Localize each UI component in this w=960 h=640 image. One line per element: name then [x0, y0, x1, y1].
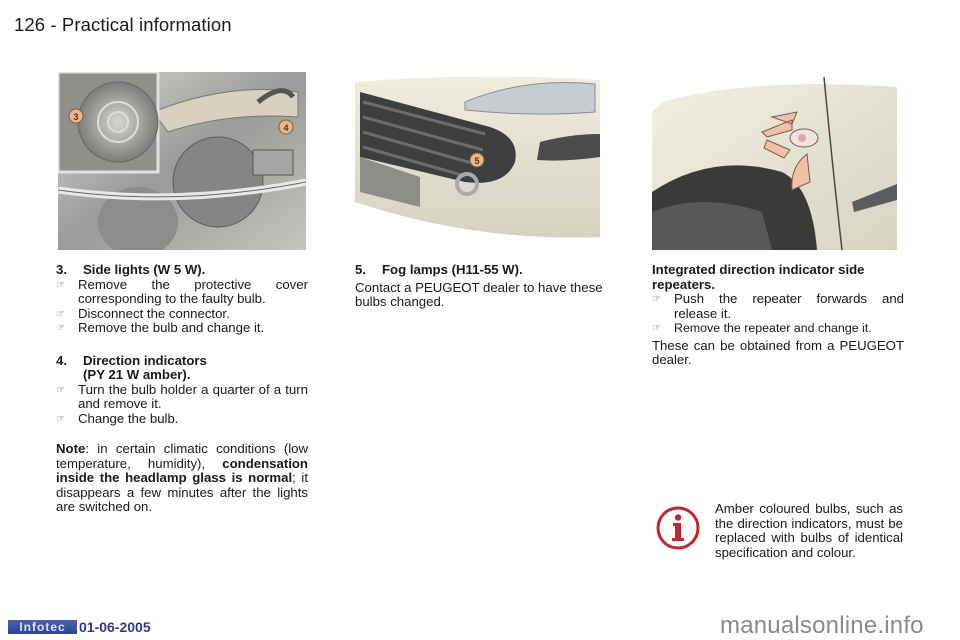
side-repeater-heading: Integrated direction indicator side repeaters. — [652, 262, 865, 292]
pointing-hand-icon: ☞ — [56, 413, 65, 425]
callout-5: 5 — [474, 156, 480, 166]
pointing-hand-icon: ☞ — [56, 323, 65, 334]
dealer-text: These can be obtained from a PEUGEOT dealer. — [652, 337, 904, 367]
footer-date: 01-06-2005 — [79, 619, 151, 635]
section-5-heading: 5. Fog lamps (H11-55 W). — [355, 262, 523, 277]
pointing-hand-icon: ☞ — [652, 323, 661, 334]
amber-bulbs-warning: Amber coloured bulbs, such as the direction indicators, must be replaced with bulbs of identical specification and colour. — [715, 501, 903, 560]
callout-3: 3 — [73, 112, 79, 122]
fog-lamp-text: Contact a PEUGEOT dealer to have these bulbs changed. — [355, 279, 603, 309]
condensation-note: Note: in certain climatic conditions (low temperature, humidity), condensation inside the headlamp glass is normal; it disappears a few minutes after the lights are switched on. — [56, 441, 308, 514]
bullet-change-bulb: ☞ Change the bulb. — [56, 410, 179, 426]
column-right — [652, 263, 904, 368]
section-3-heading: 3. Side lights (W 5 W). — [56, 262, 206, 277]
watermark: manualsonline.info — [720, 612, 924, 639]
fog-lamp-image — [355, 72, 605, 242]
pointing-hand-icon: ☞ — [56, 279, 65, 291]
column-middle — [355, 263, 607, 310]
info-icon — [655, 505, 701, 551]
section-4-heading: 4. Direction indicators (PY 21 W amber). — [56, 352, 207, 382]
infotec-logo: Infotec — [8, 620, 77, 634]
pointing-hand-icon: ☞ — [56, 384, 65, 396]
pointing-hand-icon: ☞ — [56, 308, 65, 320]
bullet-remove-bulb: ☞ Remove the bulb and change it. — [56, 320, 265, 335]
headlamp-rear-image — [58, 72, 306, 250]
column-left — [56, 263, 308, 515]
bullet-remove-repeater: ☞ Remove the repeater and change it. — [652, 321, 872, 335]
bullet-remove-cover: ☞ Remove the protective cover corresponding to the faulty bulb. — [56, 276, 308, 306]
bullet-turn-holder: ☞ Turn the bulb holder a quarter of a turn and remove it. — [56, 381, 308, 411]
page-title: 126 - Practical information — [14, 14, 232, 35]
bullet-push-repeater: ☞ Push the repeater forwards and release it. — [652, 291, 904, 321]
pointing-hand-icon: ☞ — [652, 294, 661, 305]
callout-4: 4 — [283, 123, 289, 133]
side-repeater-image — [652, 72, 902, 250]
bullet-disconnect: ☞ Disconnect the connector. — [56, 305, 230, 321]
